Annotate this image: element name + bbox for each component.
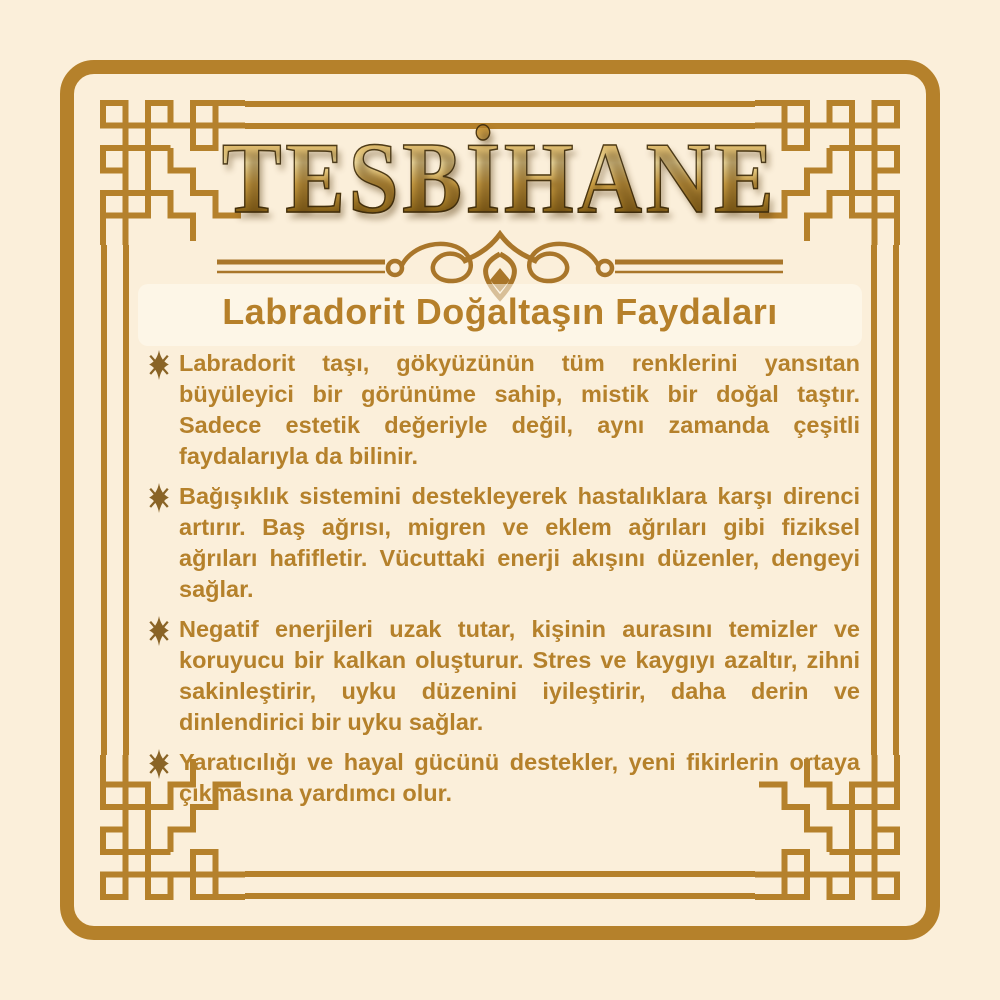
sparkle-star-icon: [144, 350, 174, 381]
benefit-text: Yaratıcılığı ve hayal gücünü destekler, yeni fikirlerin ortaya çıkmasına yardımcı olur.: [179, 749, 860, 806]
sparkle-star-icon: [144, 483, 174, 514]
list-item: [144, 747, 860, 809]
brand-title-wrap: [0, 122, 1000, 235]
brand-title: TESBİHANE: [222, 122, 778, 235]
sparkle-star-icon: [144, 749, 174, 780]
benefit-text: Labradorit taşı, gökyüzünün tüm renklerini yansıtan büyüleyici bir görünüme sahip, mistik bir doğal taştır. Sadece estetik değeriyle değil, aynı zamanda çeşitli faydalarıyla da bilinir.: [179, 350, 860, 469]
benefit-text: Negatif enerjileri uzak tutar, kişinin aurasını temizler ve koruyucu bir kalkan oluşturur. Stres ve kaygıyı azaltır, zihni sakinleştirir, uyku düzenini iyileştirir, daha derin ve dinlendirici bir uyku sağlar.: [179, 616, 860, 735]
sparkle-star-icon: [144, 616, 174, 647]
benefits-list: [144, 348, 860, 818]
section-heading: Labradorit Doğaltaşın Faydaları: [222, 291, 778, 332]
list-item: [144, 348, 860, 472]
list-item: [144, 481, 860, 605]
benefit-text: Bağışıklık sistemini destekleyerek hastalıklara karşı direnci artırır. Baş ağrısı, migren ve eklem ağrıları gibi fiziksel ağrıları hafifletir. Vücuttaki enerji akışını düzenler, dengeyi sağlar.: [179, 483, 860, 602]
list-item: [144, 614, 860, 738]
